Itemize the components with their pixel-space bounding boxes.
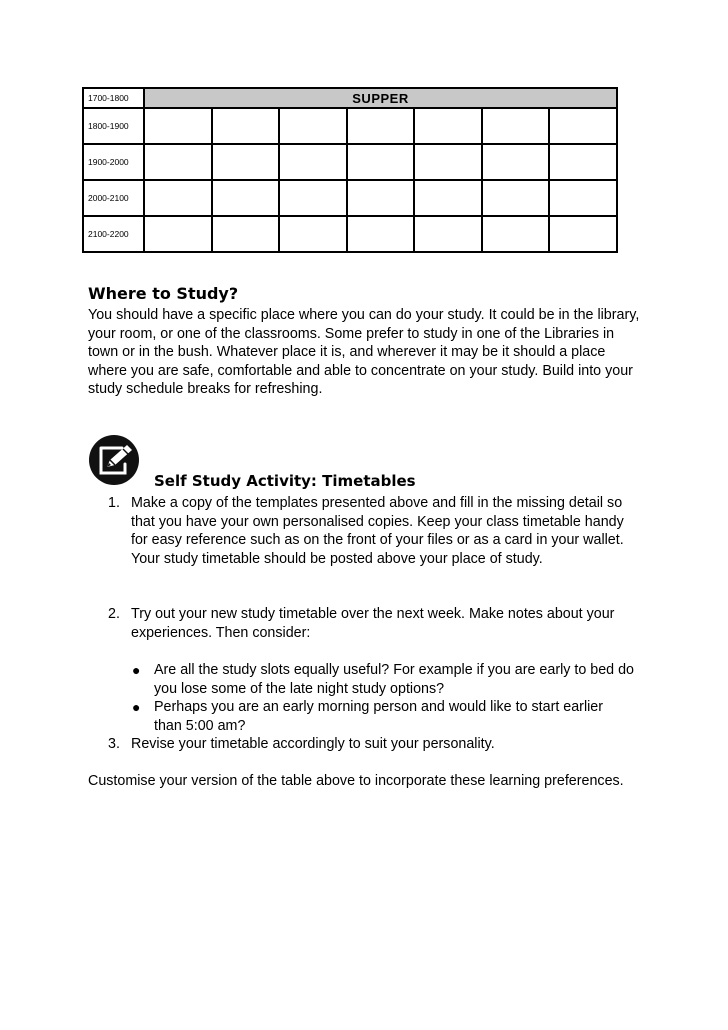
slot-cell <box>414 144 482 180</box>
slot-cell <box>549 180 617 216</box>
timetable-row <box>83 180 617 216</box>
timetable-row <box>83 144 617 180</box>
slot-cell <box>549 144 617 180</box>
slot-cell <box>549 216 617 252</box>
bullet-text: Are all the study slots equally useful? For example if you are early to bed do you lose some of the late night study options? <box>154 662 634 697</box>
list-number: 2. <box>108 606 120 622</box>
list-number: 1. <box>108 495 120 511</box>
where-to-study-paragraph: You should have a specific place where you can do your study. It could be in the library, your room, or one of the classrooms. Some prefer to study in one of the Libraries in town or in the bush. Whatever place it is, and wherever it may be it should a place where you are safe, comfortable and able to concentrate on your study. Build into your study schedule breaks for refreshing. <box>88 307 640 398</box>
slot-cell <box>347 108 415 144</box>
slot-cell <box>482 216 550 252</box>
where-to-study-heading: Where to Study? <box>88 284 239 303</box>
slot-cell <box>414 108 482 144</box>
time-label: 1700-1800 <box>83 88 144 108</box>
timetable-row <box>83 108 617 144</box>
slot-cell <box>414 216 482 252</box>
slot-cell <box>212 108 280 144</box>
slot-cell <box>144 180 212 216</box>
slot-cell <box>212 144 280 180</box>
time-label: 2100-2200 <box>83 216 144 252</box>
bullet-dot: ● <box>132 699 141 715</box>
slot-cell <box>279 108 347 144</box>
closing-paragraph: Customise your version of the table above to incorporate these learning preferences. <box>88 773 624 789</box>
list-number: 3. <box>108 736 120 752</box>
slot-cell <box>144 144 212 180</box>
slot-cell <box>347 216 415 252</box>
slot-cell <box>212 216 280 252</box>
list-text: Try out your new study timetable over the next week. Make notes about your experiences. Then consider: <box>131 606 615 641</box>
slot-cell <box>347 180 415 216</box>
bullet-dot: ● <box>132 662 141 678</box>
time-label: 1900-2000 <box>83 144 144 180</box>
slot-cell <box>414 180 482 216</box>
list-text: Revise your timetable accordingly to suit your personality. <box>131 736 495 752</box>
slot-cell <box>212 180 280 216</box>
time-label: 1800-1900 <box>83 108 144 144</box>
slot-cell <box>482 144 550 180</box>
slot-cell <box>279 144 347 180</box>
slot-cell <box>549 108 617 144</box>
slot-cell <box>482 180 550 216</box>
study-timetable <box>82 87 618 253</box>
slot-cell <box>144 108 212 144</box>
slot-cell <box>279 180 347 216</box>
bullet-text: Perhaps you are an early morning person and would like to start earlier than 5:00 am? <box>154 699 604 734</box>
slot-cell <box>279 216 347 252</box>
activity-title: Self Study Activity: Timetables <box>154 472 416 490</box>
slot-cell <box>347 144 415 180</box>
slot-cell <box>144 216 212 252</box>
list-text: Make a copy of the templates presented above and fill in the missing detail so that you have your own personalised copies. Keep your class timetable handy for easy reference such as on the front of your files or as a card in your wallet. Your study timetable should be posted above your place of study. <box>131 495 624 567</box>
supper-cell: SUPPER <box>144 88 617 108</box>
timetable-row <box>83 216 617 252</box>
slot-cell <box>482 108 550 144</box>
timetable-row-supper <box>83 88 617 108</box>
pencil-note-icon <box>88 434 140 486</box>
time-label: 2000-2100 <box>83 180 144 216</box>
